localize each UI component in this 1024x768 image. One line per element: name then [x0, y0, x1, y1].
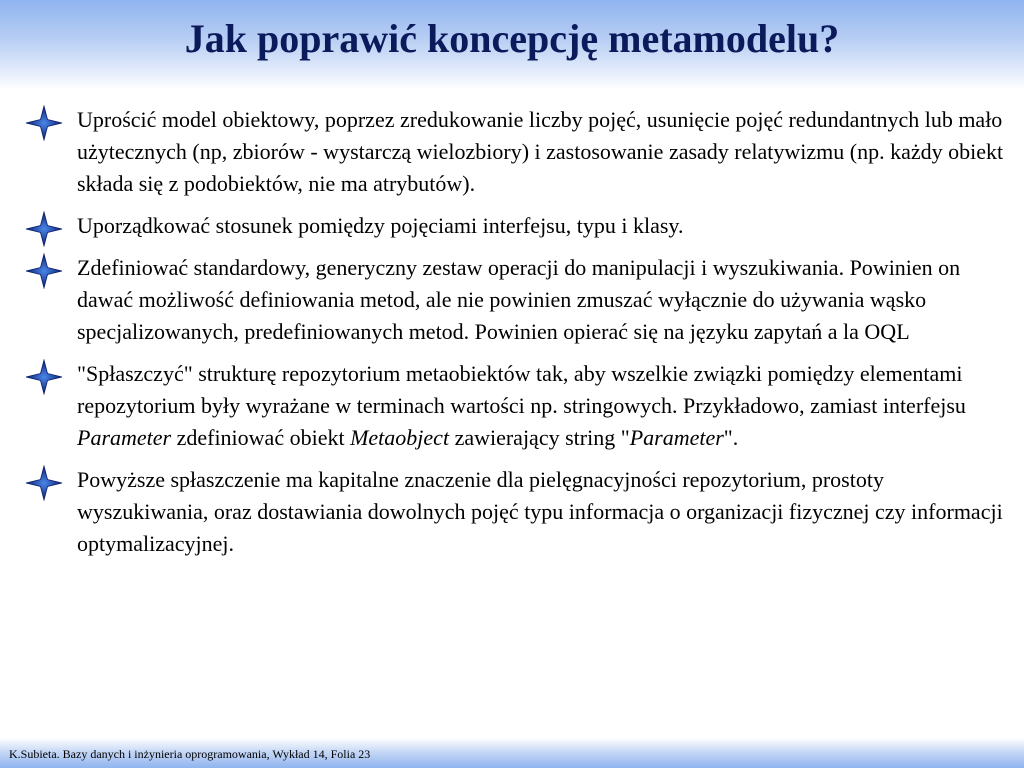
italic-term: Metaobject [350, 425, 450, 450]
four-point-star-shape [26, 466, 62, 500]
text-segment: zawierający string " [449, 425, 630, 450]
bullet-text: Uporządkować stosunek pomiędzy pojęciami interfejsu, typu i klasy. [77, 213, 684, 238]
four-point-star-icon-svg [25, 211, 63, 247]
four-point-star-icon [25, 465, 63, 501]
italic-term: Parameter [629, 425, 724, 450]
four-point-star-icon-svg [25, 105, 63, 141]
bullet-text: Zdefiniować standardowy, generyczny zestaw operacji do manipulacji i wyszukiwania. Powinien on dawać możliwość definiowania metod, ale nie powinien zmuszać wyłącznie do używania wąsko specjalizowanych, predefiniowanych metod. Powinien opierać się na języku zapytań a la OQL [77, 255, 961, 344]
four-point-star-icon [25, 253, 63, 289]
bullet-item [0, 104, 1024, 200]
bullet-item [0, 464, 1024, 560]
text-segment: ". [723, 425, 739, 450]
slide-footer: K.Subieta. Bazy danych i inżynieria oprogramowania, Wykład 14, Folia 23 [9, 747, 371, 761]
bullet-text: Powyższe spłaszczenie ma kapitalne znaczenie dla pielęgnacyjności repozytorium, prostoty wyszukiwania, oraz dostawiania dowolnych pojęć typu informacja o organizacji fizycznej czy informacji optymalizacyjnej. [77, 467, 1003, 556]
bullet-list [0, 104, 1024, 570]
text-segment: zdefiniować obiekt [171, 425, 351, 450]
bullet-item [0, 210, 1024, 242]
bullet-text: Uprościć model obiektowy, poprzez zredukowanie liczby pojęć, usunięcie pojęć redundantnych lub mało użytecznych (np, zbiorów - wystarczą wielozbiory) i zastosowanie zasady relatywizmu (np. każdy obiekt składa się z podobiektów, nie ma atrybutów). [77, 107, 1004, 196]
four-point-star-icon [25, 359, 63, 395]
four-point-star-shape [26, 360, 62, 394]
four-point-star-icon [25, 211, 63, 247]
four-point-star-icon-svg [25, 253, 63, 289]
italic-term: Parameter [77, 425, 172, 450]
four-point-star-shape [26, 106, 62, 140]
four-point-star-shape [26, 254, 62, 288]
four-point-star-icon-svg [25, 359, 63, 395]
four-point-star-icon [25, 105, 63, 141]
four-point-star-shape [26, 212, 62, 246]
text-segment: "Spłaszczyć" strukturę repozytorium metaobiektów tak, aby wszelkie związki pomiędzy elementami repozytorium były wyrażane w terminach wartości np. stringowych. Przykładowo, zamiast interfejsu [77, 361, 966, 418]
four-point-star-icon-svg [25, 465, 63, 501]
slide-title: Jak poprawić koncepcję metamodelu? [184, 16, 840, 61]
bullet-item [0, 252, 1024, 348]
bullet-text [77, 358, 1012, 454]
bullet-item [0, 358, 1024, 454]
